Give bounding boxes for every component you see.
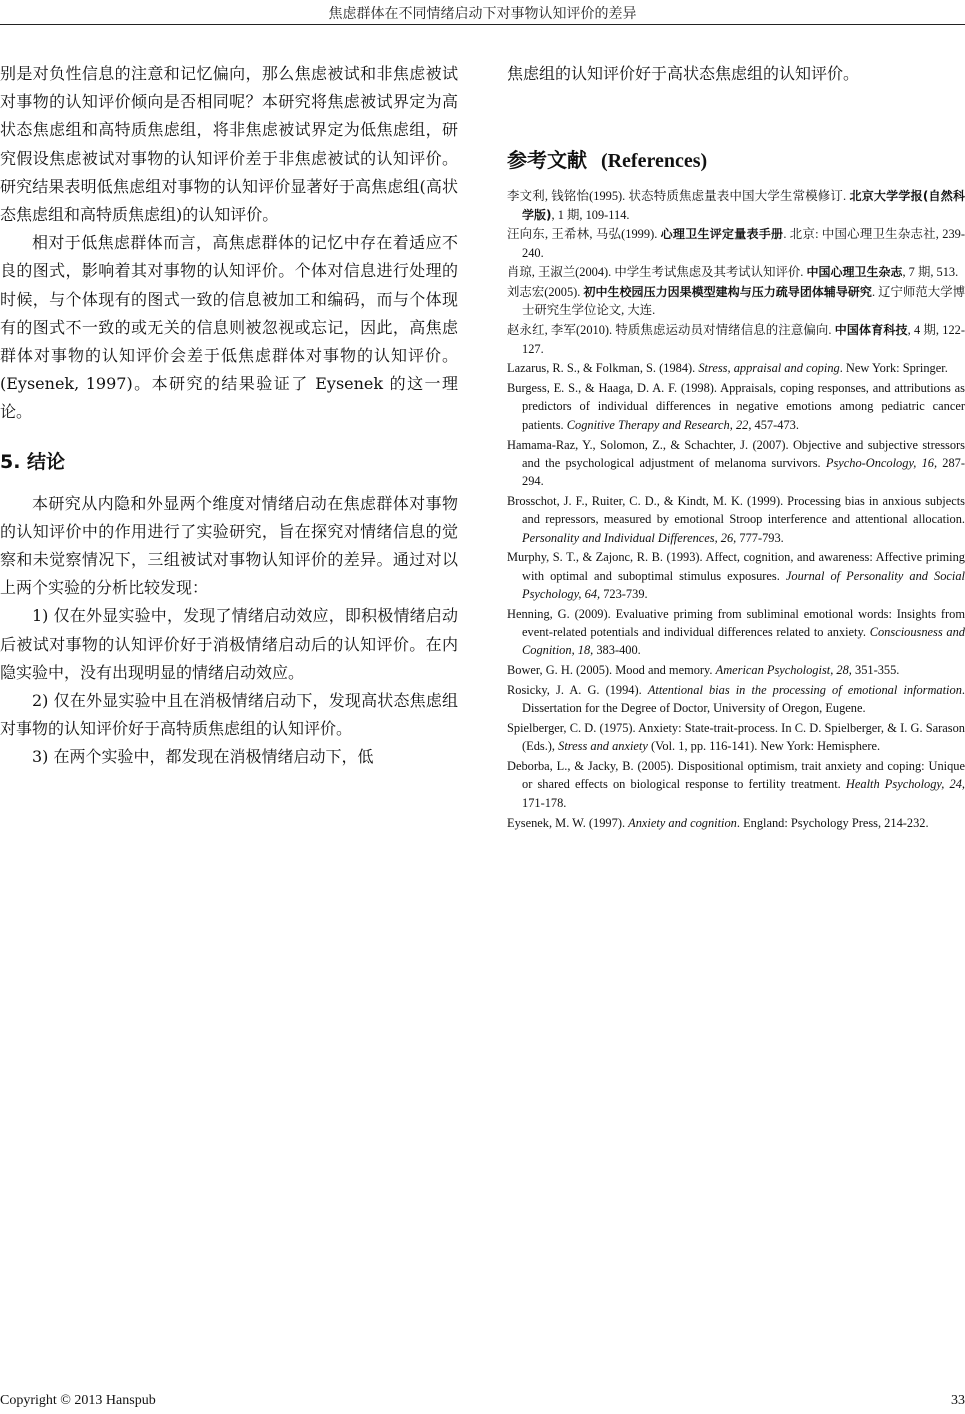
reference-item [507,187,965,224]
reference-source: 北京大学学报(自然科学版) [522,189,965,222]
reference-list [507,187,965,832]
footer-copyright: Copyright © 2013 Hanspub [0,1393,156,1408]
reference-text: 肖琼, 王淑兰(2004). 中学生考试焦虑及其考试认知评价. [507,265,807,280]
reference-item [507,548,965,603]
reference-source: Psycho-Oncology, 16, [825,455,938,470]
reference-text: , 7 期, 513. [902,265,959,280]
conclusion-paragraph: 本研究从内隐和外显两个维度对情绪启动在焦虑群体对事物的认知评价中的作用进行了实验研究，旨在探究对情绪信息的觉察和未觉察情况下，三组被试对事物认知评价的差异。通过对以上两个实验的分析比较发现： [0,493,458,598]
reference-item [507,436,965,491]
reference-source: Health Psychology, 24, [845,777,965,792]
body-paragraph: 别是对负性信息的注意和记忆偏向，那么焦虑被试和非焦虑被试对事物的认知评价倾向是否相同呢？本研究将焦虑被试界定为高状态焦虑组和高特质焦虑组，将非焦虑被试界定为低焦虑组，研究假设焦虑被试对事物的认知评价差于非焦虑被试的认知评价。研究结果表明低焦虑组对事物的认知评价显著好于高焦虑组(高状态焦虑组和高特质焦虑组)的认知评价。 [0,64,458,225]
header-rule [0,24,965,25]
reference-text: Murphy, S. T., & Zajonc, R. B. (1993). Affect, cognition, and awareness: Affective priming with optimal and suboptimal stimulus exposures. [507,550,965,583]
references-heading [507,144,965,173]
reference-source: Journal of Personality and Social Psychology, 64, [522,568,965,601]
conclusion-item-2: 2) 仅在外显实验中且在消极情绪启动下，发现高状态焦虑组对事物的认知评价好于高特质焦虑组的认知评价。 [0,691,458,739]
reference-item [507,379,965,434]
reference-text: 汪向东, 王希林, 马弘(1999). [507,227,661,242]
conclusion-item-3: 3) 在两个实验中，都发现在消极情绪启动下，低 [32,747,374,767]
reference-source: Stress and anxiety [558,739,648,754]
reference-text: , 1 期, 109-114. [551,207,630,222]
reference-text: 赵永红, 李军(2010). 特质焦虑运动员对情绪信息的注意偏向. [507,323,835,338]
reference-item [507,757,965,812]
reference-source: 初中生校园压力因果模型建构与压力疏导团体辅导研究 [583,285,872,300]
references-heading-en: (References) [600,150,708,173]
reference-item [507,814,965,832]
reference-source: American Psychologist, 28, [715,663,852,678]
reference-text: . 辽宁师范大学博士研究生学位论文, 大连. [522,285,965,318]
reference-text: Eysenek, M. W. (1997). [507,815,629,830]
reference-text: 777-793. [736,530,784,545]
reference-item [507,719,965,756]
reference-item [507,681,965,718]
reference-text: 723-739. [600,586,648,601]
reference-text: 171-178. [522,795,567,810]
reference-text: 383-400. [593,643,641,658]
reference-text: 351-355. [851,663,900,678]
references-heading-cn: 参考文献 [507,148,587,173]
page-number: 33 [951,1393,965,1408]
reference-text: 李文利, 钱铭怡(1995). 状态特质焦虑量表中国大学生常模修订. [507,189,850,204]
reference-text: . 北京: 中国心理卫生杂志社, 239-240. [522,227,965,260]
reference-item [507,661,965,679]
reference-text: Burgess, E. S., & Haaga, D. A. F. (1998). Appraisals, coping responses, and attributions as predictors of individual differences in negative emotions among pediatric cancer patients. [507,381,965,432]
reference-text: Rosicky, J. A. G. (1994). [507,682,648,697]
body-paragraph-continuation: 焦虑组的认知评价好于高状态焦虑组的认知评价。 [507,64,860,83]
reference-item [507,283,965,320]
reference-text: . England: Psychology Press, 214-232. [736,815,929,830]
reference-text: Bower, G. H. (2005). Mood and memory. [507,663,716,678]
reference-text: Henning, G. (2009). Evaluative priming from subliminal emotional words: Insights from event-related potentials and individual differences related to anxiety. [507,606,965,640]
section-heading-conclusion: 5. 结论 [0,450,66,473]
reference-text: (Vol. 1, pp. 116-141). New York: Hemisphere. [647,739,881,754]
reference-text: Deborba, L., & Jacky, B. (2005). Dispositional optimism, trait anxiety and coping: Unique or shared effects on biological response to fertility treatment. [507,759,965,792]
running-header: 焦虑群体在不同情绪启动下对事物认知评价的差异 [328,6,637,22]
reference-source: 中国体育科技 [834,323,908,338]
conclusion-item-1: 1) 仅在外显实验中，发现了情绪启动效应，即积极情绪启动后被试对事物的认知评价好于消极情绪启动后的认知评价。在内隐实验中，没有出现明显的情绪启动效应。 [0,606,458,682]
reference-text: 457-473. [751,417,799,432]
reference-source: Stress, appraisal and coping [698,361,840,376]
reference-item [507,359,965,377]
body-paragraph: 相对于低焦虑群体而言，高焦虑群体的记忆中存在着适应不良的图式，影响着其对事物的认知评价。个体对信息进行处理的时候，与个体现有的图式一致的信息被加工和编码，而与个体现有的图式不一致的或无关的信息则被忽视或忘记，因此，高焦虑群体对事物的认知评价会差于低焦虑群体对事物的认知评价。(Eysenek, 1997)。本研究的结果验证了 Eysenek 的这一理论。 [0,233,458,422]
reference-source: Attentional bias in the processing of emotional information [647,682,962,697]
reference-source: Consciousness and Cognition, 18, [522,625,965,658]
right-column [507,60,965,833]
reference-text: Spielberger, C. D. (1975). Anxiety: State-trait-process. In C. D. Spielberger, & I. G. Sarason (Eds.), [507,721,965,754]
reference-text: 刘志宏(2005). [507,285,584,300]
reference-text: . New York: Springer. [839,361,948,376]
reference-item [507,492,965,547]
reference-text: , 4 期, 122-127. [522,323,965,356]
reference-source: 心理卫生评定量表手册 [660,227,784,242]
reference-source: Anxiety and cognition [628,815,737,830]
reference-item [507,321,965,358]
reference-item [507,263,965,281]
reference-source: 中国心理卫生杂志 [806,265,903,280]
reference-text: Lazarus, R. S., & Folkman, S. (1984). [507,361,699,376]
reference-text: Hamama-Raz, Y., Solomon, Z., & Schachter, J. (2007). Objective and subjective stressors and the psychological adjustment of melanoma survivors. [507,437,965,470]
reference-text: Brosschot, J. F., Ruiter, C. D., & Kindt, M. K. (1999). Processing bias in anxious subjects and repressors, measured by emotional Stroop interference and attentional allocation. [507,493,965,527]
reference-source: Cognitive Therapy and Research, 22, [566,417,752,432]
reference-item [507,605,965,660]
reference-text: . Dissertation for the Degree of Doctor, University of Oregon, Eugene. [522,682,965,716]
left-column [0,60,458,772]
reference-text: 287-294. [522,455,965,489]
reference-item [507,225,965,262]
reference-source: Personality and Individual Differences, 26, [522,530,737,545]
